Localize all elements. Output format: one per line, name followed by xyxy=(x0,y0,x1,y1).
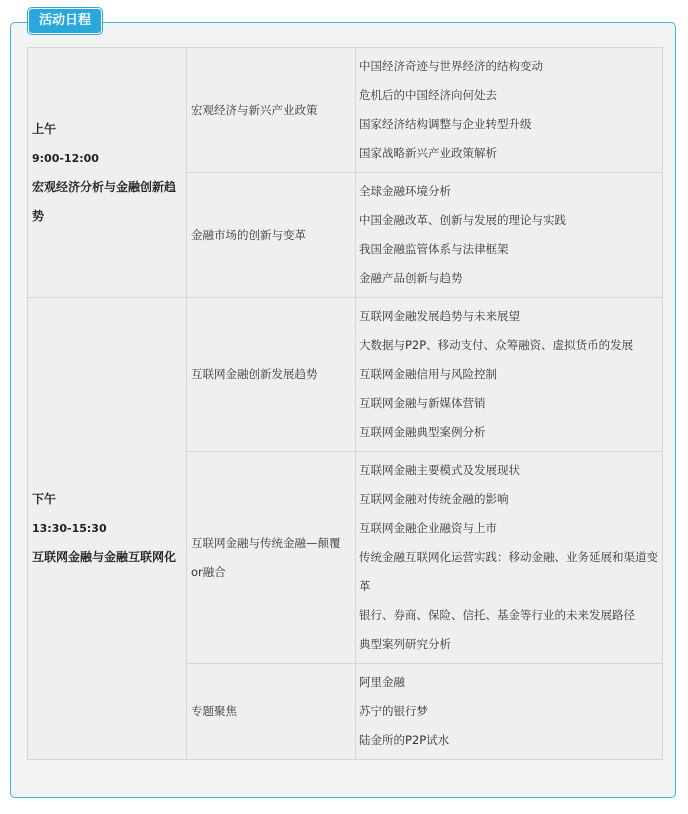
session-title: 宏观经济分析与金融创新趋势 xyxy=(32,179,177,223)
list-item: 互联网金融发展趋势与未来展望 xyxy=(359,309,520,323)
topic-items-cell xyxy=(356,298,663,452)
list-item: 传统金融互联网化运营实践：移动金融、业务延展和渠道变革 xyxy=(359,550,658,593)
topic-name: 互联网金融创新发展趋势 xyxy=(191,367,318,381)
topic-name: 宏观经济与新兴产业政策 xyxy=(191,102,318,117)
list-item: 互联网金融典型案例分析 xyxy=(359,425,486,439)
list-item: 互联网金融企业融资与上市 xyxy=(359,521,497,535)
list-item: 国家经济结构调整与企业转型升级 xyxy=(359,117,532,131)
topic-cell xyxy=(187,298,356,452)
list-item: 互联网金融主要模式及发展现状 xyxy=(359,463,520,477)
topic-name: 互联网金融与传统金融—颠覆or融合 xyxy=(191,535,341,579)
table-row xyxy=(28,48,663,173)
topic-items-cell xyxy=(356,664,663,760)
session-label: 下午 xyxy=(32,492,57,506)
list-item: 互联网金融信用与风险控制 xyxy=(359,367,497,381)
topic-cell xyxy=(187,664,356,760)
list-item: 中国金融改革、创新与发展的理论与实践 xyxy=(359,213,566,227)
topic-items-cell xyxy=(356,48,663,173)
list-item: 我国金融监管体系与法律框架 xyxy=(359,242,509,256)
list-item: 国家战略新兴产业政策解析 xyxy=(359,146,497,160)
list-item: 陆金所的P2P试水 xyxy=(359,733,450,747)
schedule-table xyxy=(27,47,663,760)
section-title-badge: 活动日程 xyxy=(28,8,102,34)
list-item: 金融产品创新与趋势 xyxy=(359,271,463,285)
list-item: 互联网金融对传统金融的影响 xyxy=(359,492,509,506)
session-cell-afternoon xyxy=(28,298,187,760)
table-row xyxy=(28,298,663,452)
topic-items-cell xyxy=(356,173,663,298)
topic-name: 专题聚焦 xyxy=(191,704,237,718)
session-label: 上午 xyxy=(32,121,57,136)
list-item: 危机后的中国经济向何处去 xyxy=(359,88,497,102)
list-item: 苏宁的银行梦 xyxy=(359,704,428,718)
session-title: 互联网金融与金融互联网化 xyxy=(32,550,177,564)
list-item: 中国经济奇迹与世界经济的结构变动 xyxy=(359,59,543,73)
session-cell-morning xyxy=(28,48,187,298)
topic-name: 金融市场的创新与变革 xyxy=(191,227,306,242)
topic-cell xyxy=(187,452,356,664)
list-item: 典型案列研究分析 xyxy=(359,637,451,651)
list-item: 全球金融环境分析 xyxy=(359,184,451,198)
topic-cell xyxy=(187,48,356,173)
list-item: 互联网金融与新媒体营销 xyxy=(359,396,486,410)
list-item: 银行、券商、保险、信托、基金等行业的未来发展路径 xyxy=(359,608,635,622)
session-time: 9:00-12:00 xyxy=(32,151,99,165)
topic-items-cell xyxy=(356,452,663,664)
list-item: 阿里金融 xyxy=(359,675,405,689)
list-item: 大数据与P2P、移动支付、众筹融资、虚拟货币的发展 xyxy=(359,338,634,352)
topic-cell xyxy=(187,173,356,298)
session-time: 13:30-15:30 xyxy=(32,522,107,535)
